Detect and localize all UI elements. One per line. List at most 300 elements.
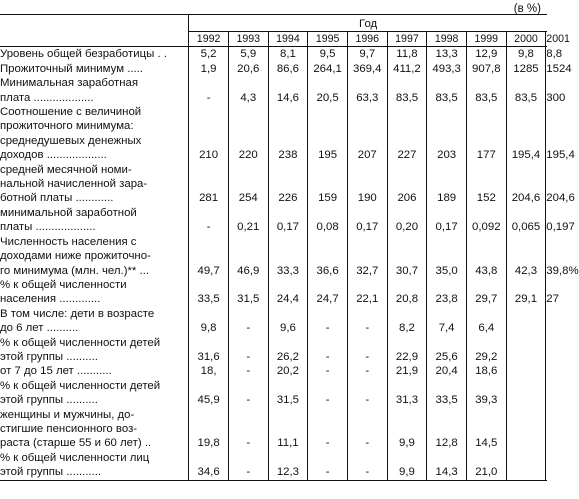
row-label-line: этой группы .......... (0, 350, 98, 363)
value-cell (189, 451, 229, 480)
year-header: 1998 (427, 32, 467, 47)
row-label-line: Численность населения с (0, 235, 137, 248)
value-cell (228, 307, 268, 336)
value-cell (347, 47, 387, 62)
value-cell (546, 76, 566, 105)
value-cell (427, 364, 467, 378)
cell-value: - (246, 365, 251, 378)
row-label (0, 364, 189, 378)
cell-value: - (246, 394, 251, 407)
value-cell (268, 163, 308, 206)
value-cell (546, 206, 575, 235)
cell-value: - (325, 394, 330, 407)
cell-value: - (246, 322, 251, 335)
cell-value: 43,8 (475, 264, 498, 277)
table-row (0, 105, 547, 163)
value-cell (189, 307, 229, 336)
table-row (0, 235, 547, 278)
row-label-line: стигшие пенсионного воз- (0, 422, 138, 435)
value-cell (387, 62, 427, 76)
year-header: 1994 (268, 32, 308, 47)
value-cell (189, 47, 229, 62)
row-label-line: Минимальная заработная (0, 77, 139, 90)
value-cell (189, 408, 229, 451)
year-header: 1997 (387, 32, 427, 47)
cell-value: 8,2 (399, 322, 415, 335)
value-cell (189, 336, 229, 365)
table-row (0, 364, 547, 378)
cell-value: 22,9 (395, 350, 419, 363)
row-label-line: раста (старше 55 и 60 лет) .. (0, 437, 152, 450)
row-label (0, 278, 189, 307)
value-cell (189, 206, 229, 235)
row-label-line: до 6 лет .......... (0, 322, 79, 335)
cell-value: 226 (278, 192, 298, 205)
value-cell (268, 379, 308, 408)
value-cell (228, 336, 268, 365)
value-cell (427, 206, 467, 235)
cell-value: - (365, 394, 370, 407)
value-cell (427, 336, 467, 365)
row-label-line: плата ................... (0, 91, 94, 104)
cell-value: 907,8 (472, 62, 501, 75)
year-header: 2000 (506, 32, 546, 47)
value-cell (189, 62, 229, 76)
cell-value: - (325, 322, 330, 335)
value-cell (268, 47, 308, 62)
cell-value: 63,3 (356, 91, 379, 104)
value-cell (228, 379, 268, 408)
value-cell (387, 379, 427, 408)
value-cell (466, 278, 506, 307)
value-cell (228, 76, 268, 105)
value-cell (347, 379, 387, 408)
cell-value: 33,5 (197, 293, 220, 306)
cell-value: 195,4 (546, 149, 575, 162)
value-cell (387, 408, 427, 451)
cell-value: - (325, 365, 330, 378)
cell-value: 83,5 (514, 91, 538, 104)
cell-value: 152 (476, 192, 496, 205)
value-cell (347, 105, 387, 163)
row-label (0, 62, 189, 76)
value-cell (228, 408, 268, 451)
row-label (0, 47, 189, 62)
row-label (0, 105, 189, 163)
cell-value: 34,6 (197, 466, 220, 479)
cell-value: 86,6 (276, 62, 300, 75)
value-cell (427, 451, 467, 480)
cell-value: - (325, 466, 330, 479)
cell-value: 9,7 (359, 48, 376, 61)
value-cell (466, 307, 506, 336)
value-cell (387, 307, 427, 336)
value-cell (347, 76, 387, 105)
value-cell (228, 206, 268, 235)
row-label (0, 336, 189, 365)
value-cell (268, 336, 308, 365)
value-cell (506, 163, 575, 206)
value-cell (189, 76, 229, 105)
cell-value: 33,5 (435, 394, 458, 407)
cell-value: 8,8 (546, 48, 563, 61)
table-row (0, 47, 547, 62)
cell-value: 9,8 (518, 48, 534, 61)
row-label-line: % к общей численности детей (0, 379, 161, 392)
value-cell (387, 336, 427, 365)
value-cell (466, 76, 506, 105)
cell-value: 23,8 (435, 293, 458, 306)
row-label-line: % к общей численности детей (0, 336, 161, 349)
value-cell (308, 336, 348, 365)
cell-value: 21,9 (395, 365, 419, 378)
value-cell (466, 364, 506, 378)
cell-value: - (246, 466, 251, 479)
value-cell (268, 278, 308, 307)
row-label-line: минимальной заработной (0, 206, 137, 219)
cell-value: 0,08 (316, 221, 339, 234)
value-cell (268, 408, 308, 451)
cell-value: 14,5 (475, 437, 498, 450)
value-cell (347, 235, 387, 278)
cell-value: 13,3 (435, 48, 458, 61)
value-cell (347, 278, 387, 307)
cell-value: 31,5 (237, 293, 260, 306)
value-cell (308, 206, 348, 235)
row-label-line: от 7 до 15 лет ........... (0, 365, 112, 378)
cell-value: 9,6 (280, 322, 296, 335)
cell-value: 83,5 (435, 91, 458, 104)
cell-value: 281 (199, 192, 219, 205)
year-header: 1999 (466, 32, 506, 47)
cell-value: 42,3 (514, 264, 538, 277)
value-cell (347, 206, 387, 235)
value-cell (228, 62, 268, 76)
cell-value: 227 (397, 149, 417, 162)
cell-value: 31,6 (197, 350, 220, 363)
value-cell (546, 163, 575, 206)
cell-value: 264,1 (313, 62, 342, 75)
row-label-line: % к общей численности лиц (0, 451, 150, 464)
value-cell (228, 235, 268, 278)
table-row (0, 62, 547, 76)
cell-value: 11,8 (396, 48, 418, 61)
cell-value: 0,17 (356, 221, 379, 234)
row-label-line: Уровень общей безработицы . . (0, 48, 167, 61)
value-cell (268, 364, 308, 378)
cell-value: 195 (318, 149, 338, 162)
value-cell (546, 451, 547, 480)
statistics-table (0, 14, 579, 481)
value-cell (189, 105, 229, 163)
cell-value: 195,4 (511, 149, 541, 162)
value-cell (427, 163, 467, 206)
table-row (0, 163, 547, 206)
value-cell (308, 163, 348, 206)
value-cell (228, 163, 268, 206)
row-label (0, 235, 189, 278)
cell-value: 24,7 (316, 293, 339, 306)
value-cell (427, 47, 467, 62)
cell-value: 31,3 (395, 394, 419, 407)
value-cell (427, 62, 467, 76)
row-label-line: доходов ................... (0, 149, 107, 162)
cell-value: 36,6 (316, 264, 339, 277)
cell-value: 12,8 (435, 437, 458, 450)
value-cell (546, 235, 579, 278)
cell-value: 35,0 (435, 264, 458, 277)
value-cell (268, 105, 308, 163)
cell-value: 6,4 (478, 322, 495, 335)
row-label-line: В том числе: дети в возрасте (0, 307, 155, 320)
value-cell (546, 105, 575, 163)
cell-value: 4,3 (240, 91, 257, 104)
table-row (0, 307, 547, 336)
cell-value: 20,8 (395, 293, 419, 306)
cell-value: 25,6 (435, 350, 458, 363)
row-label (0, 163, 189, 206)
cell-value: 159 (318, 192, 338, 205)
value-cell (427, 408, 467, 451)
cell-value: - (365, 350, 370, 363)
year-header: 2001 (546, 33, 570, 45)
table-row (0, 451, 547, 480)
value-cell (506, 336, 546, 365)
cell-value: 369,4 (353, 62, 382, 75)
value-cell (268, 206, 308, 235)
value-cell (268, 451, 308, 480)
value-cell (347, 336, 387, 365)
unit-note: (в %) (513, 3, 541, 15)
value-cell (546, 336, 547, 365)
cell-value: 177 (476, 149, 496, 162)
cell-value: - (206, 91, 211, 104)
value-cell (506, 364, 546, 378)
cell-value: 1285 (513, 62, 539, 75)
value-cell (546, 47, 563, 62)
value-cell (308, 379, 348, 408)
cell-value: 12,3 (276, 466, 300, 479)
cell-value: 29,7 (475, 293, 498, 306)
cell-value: 0,092 (472, 221, 501, 234)
value-cell (427, 307, 467, 336)
value-cell (308, 105, 348, 163)
row-label-line: населения ............. (0, 293, 101, 306)
value-cell (506, 408, 546, 451)
cell-value: 9,9 (399, 437, 415, 450)
value-cell (506, 379, 546, 408)
value-cell (189, 163, 229, 206)
cell-value: 24,4 (276, 293, 300, 306)
row-label (0, 408, 189, 451)
row-label (0, 76, 189, 105)
value-cell (466, 379, 506, 408)
value-cell (308, 307, 348, 336)
row-label-line: среднедушевых денежных (0, 134, 142, 147)
cell-value: 20,2 (276, 365, 300, 378)
cell-value: 21,0 (475, 466, 498, 479)
year-header: 1993 (228, 32, 268, 47)
row-label-line: го минимума (млн. чел.)** ... (0, 264, 150, 277)
cell-value: - (246, 350, 251, 363)
value-cell (308, 364, 348, 378)
cell-value: 33,3 (276, 264, 300, 277)
row-label (0, 206, 189, 235)
value-cell (546, 408, 547, 451)
cell-value: 9,5 (319, 48, 336, 61)
cell-value: 207 (357, 149, 377, 162)
value-cell (347, 163, 387, 206)
value-cell (268, 307, 308, 336)
cell-value: - (325, 437, 330, 450)
value-cell (308, 235, 348, 278)
cell-value: 20,4 (435, 365, 458, 378)
table-header-group-row (0, 15, 547, 32)
table-row (0, 408, 547, 451)
value-cell (427, 76, 467, 105)
table-body (0, 47, 579, 480)
cell-value: 189 (437, 192, 457, 205)
cell-value: 0,197 (546, 221, 575, 234)
value-cell (387, 451, 427, 480)
header-corner-cell (0, 15, 189, 47)
cell-value: 0,21 (237, 221, 260, 234)
value-cell (189, 364, 229, 378)
value-cell (308, 76, 348, 105)
value-cell (387, 47, 427, 62)
table-row (0, 379, 547, 408)
cell-value: 83,5 (395, 91, 419, 104)
cell-value: 29,2 (475, 350, 498, 363)
value-cell (347, 408, 387, 451)
cell-value: 411,2 (393, 62, 421, 75)
row-label-line: % к общей численности (0, 278, 127, 291)
value-cell (466, 47, 506, 62)
value-cell (268, 62, 308, 76)
cell-value: 32,7 (356, 264, 379, 277)
cell-value: 9,8 (200, 322, 217, 335)
cell-value: 0,20 (395, 221, 419, 234)
cell-value: 220 (238, 149, 258, 162)
cell-value: 204,6 (511, 192, 541, 205)
value-cell (466, 235, 506, 278)
year-group-header: Год (189, 15, 547, 32)
cell-value: - (365, 322, 370, 335)
value-cell (189, 235, 229, 278)
row-label-line: доходами ниже прожиточно- (0, 250, 151, 263)
year-header: 1996 (347, 32, 387, 47)
value-cell (387, 76, 427, 105)
cell-value: 0,17 (435, 221, 458, 234)
value-cell (546, 62, 572, 76)
cell-value: 206 (397, 192, 417, 205)
cell-value: 11,1 (277, 437, 299, 450)
row-label-line: средней месячной номи- (0, 163, 132, 176)
cell-value: 0,17 (276, 221, 300, 234)
value-cell (466, 336, 506, 365)
cell-value: - (206, 221, 211, 234)
value-cell (466, 206, 506, 235)
cell-value: 5,2 (200, 48, 217, 61)
value-cell (387, 278, 427, 307)
cell-value: 30,7 (395, 264, 419, 277)
cell-value: 190 (357, 192, 377, 205)
cell-value: 0,065 (511, 221, 541, 234)
year-header: 1995 (308, 32, 348, 47)
cell-value: 26,2 (276, 350, 300, 363)
table-row (0, 76, 547, 105)
value-cell (228, 364, 268, 378)
value-cell (347, 364, 387, 378)
value-cell (427, 105, 467, 163)
value-cell (308, 451, 348, 480)
cell-value: 20,5 (316, 91, 339, 104)
value-cell (189, 278, 229, 307)
cell-value: - (365, 437, 370, 450)
value-cell (228, 451, 268, 480)
cell-value: 9,9 (399, 466, 415, 479)
cell-value: 12,9 (475, 48, 498, 61)
value-cell (546, 379, 547, 408)
value-cell (347, 62, 387, 76)
cell-value: - (325, 350, 330, 363)
cell-value: 31,5 (276, 394, 300, 407)
row-label (0, 379, 189, 408)
value-cell (506, 451, 546, 480)
row-label (0, 307, 189, 336)
value-cell (268, 235, 308, 278)
cell-value: 300 (546, 91, 566, 104)
table-row (0, 336, 547, 365)
row-label-line: этой группы .......... (0, 394, 98, 407)
value-cell (387, 364, 427, 378)
cell-value: - (365, 466, 370, 479)
value-cell (189, 379, 229, 408)
cell-value: 1524 (546, 62, 572, 75)
cell-value: 14,6 (276, 91, 300, 104)
cell-value: 1,9 (200, 62, 217, 75)
value-cell (506, 307, 546, 336)
table-row (0, 278, 547, 307)
value-cell (466, 62, 506, 76)
value-cell (308, 47, 348, 62)
value-cell (347, 451, 387, 480)
cell-value: 18,6 (475, 365, 498, 378)
value-cell (228, 105, 268, 163)
value-cell (427, 235, 467, 278)
table-row (0, 206, 547, 235)
cell-value: 254 (238, 192, 258, 205)
value-cell (427, 278, 467, 307)
cell-value: 19,8 (197, 437, 220, 450)
value-cell (347, 307, 387, 336)
cell-value: 49,7 (197, 264, 220, 277)
cell-value: 83,5 (475, 91, 498, 104)
cell-value: - (365, 365, 370, 378)
row-label-line: прожиточного минимума: (0, 120, 134, 133)
cell-value: 20,6 (237, 62, 260, 75)
year-header: 1992 (189, 32, 229, 47)
cell-value: 7,4 (438, 322, 455, 335)
value-cell (228, 47, 268, 62)
value-cell (228, 278, 268, 307)
value-cell (546, 307, 547, 336)
row-label-line: платы ................... (0, 221, 96, 234)
value-cell (427, 379, 467, 408)
cell-value: 46,9 (237, 264, 260, 277)
cell-value: - (246, 437, 251, 450)
row-label-line: нальной начисленной зара- (0, 178, 148, 191)
